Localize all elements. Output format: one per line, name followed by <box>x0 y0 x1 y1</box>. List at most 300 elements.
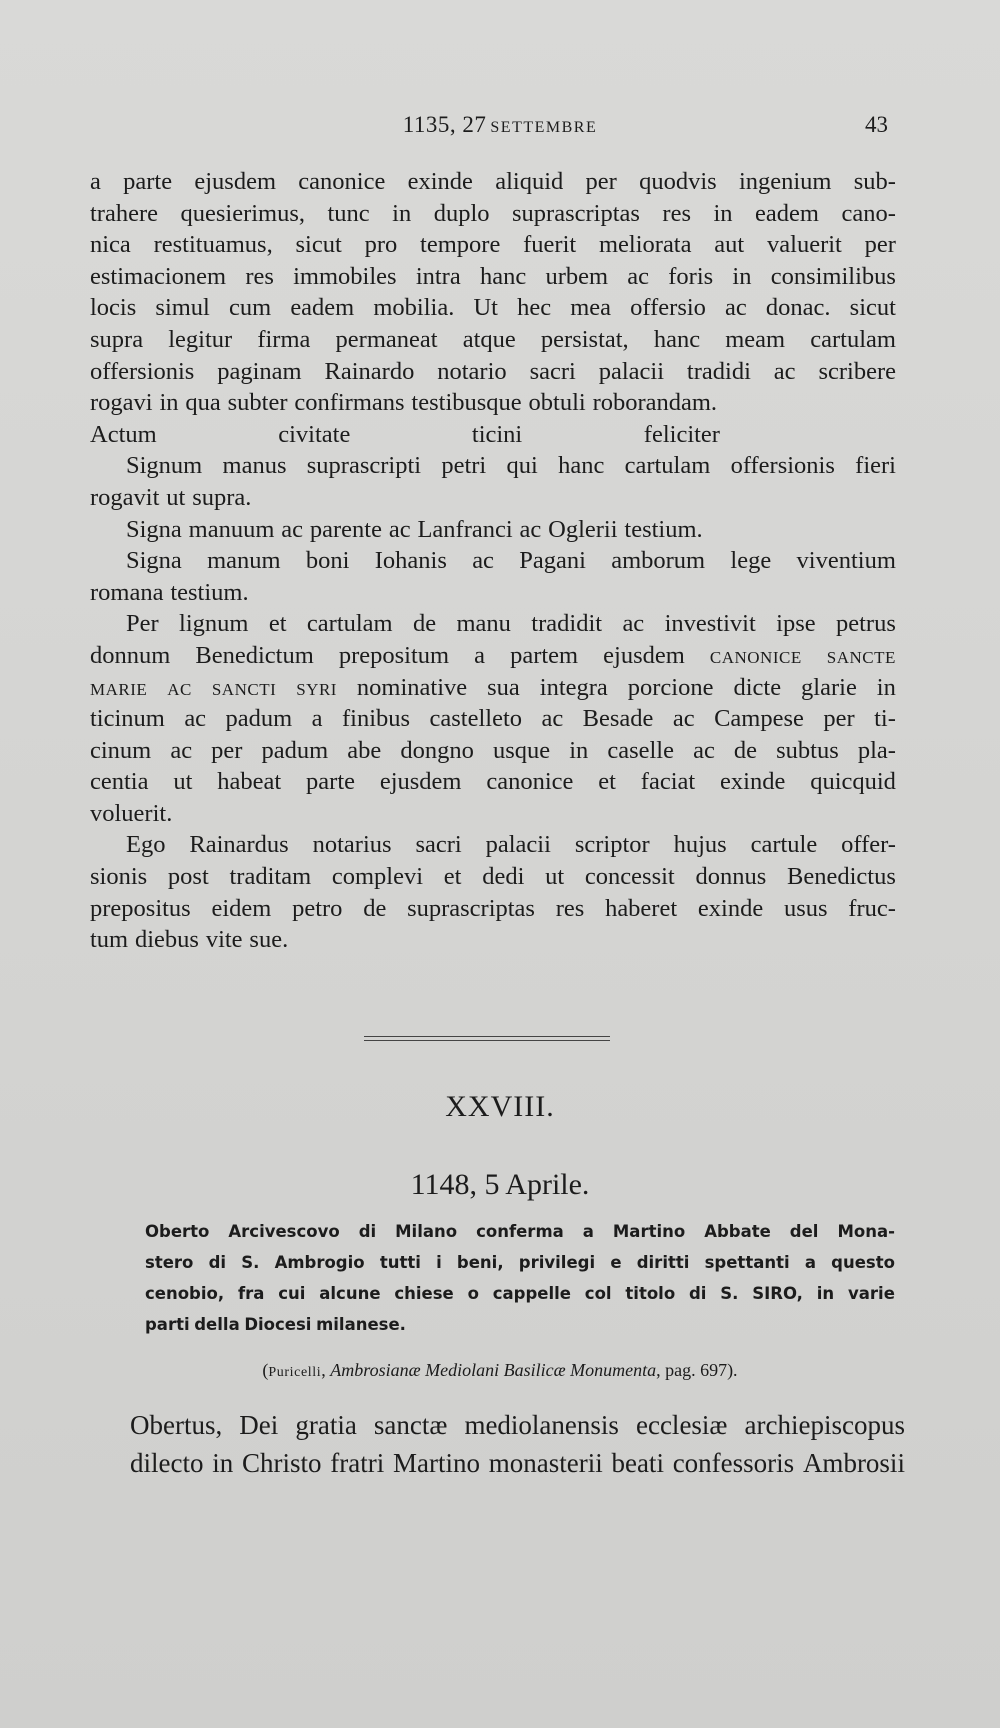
word: ejusdem <box>603 641 685 669</box>
word: hec <box>517 294 552 322</box>
text-line <box>90 356 896 388</box>
word: donnum <box>90 641 171 669</box>
document-text-new <box>130 1406 905 1482</box>
word: subter <box>227 389 288 417</box>
word: palacii <box>598 357 665 385</box>
word: Actum <box>90 420 157 448</box>
word: per <box>823 705 855 733</box>
text-line <box>90 766 896 798</box>
text-line <box>90 292 896 324</box>
word: de <box>363 894 387 922</box>
word: urbem <box>545 262 609 290</box>
word: in <box>713 199 733 227</box>
text-line <box>90 419 720 451</box>
word: ecclesiæ <box>635 1410 728 1440</box>
word: ac <box>281 515 304 543</box>
word: res <box>245 262 274 290</box>
word: Ego <box>126 831 166 859</box>
word: nominative <box>356 673 468 701</box>
word: paginam <box>217 357 302 385</box>
word: canonice <box>486 768 574 796</box>
word: confessoris <box>672 1448 795 1478</box>
word: parente <box>309 515 382 543</box>
text-line <box>90 482 896 514</box>
word: integra <box>539 673 608 701</box>
word: a <box>804 1253 816 1272</box>
word: quodvis <box>639 168 717 195</box>
word: sancti <box>211 673 277 701</box>
word: sionis <box>90 863 148 891</box>
word: aliquid <box>495 168 564 195</box>
word: Pagani <box>519 547 586 575</box>
word: in <box>876 673 896 701</box>
word: et <box>268 610 287 638</box>
word: Ut <box>473 294 498 322</box>
word: suprascriptas <box>407 894 535 922</box>
word: offersionis <box>730 452 835 480</box>
text-line <box>90 798 896 830</box>
word: S. <box>241 1253 260 1272</box>
word: Rainardo <box>324 357 415 385</box>
word: cartulam <box>624 452 711 480</box>
word: palacii <box>485 831 551 859</box>
word: diebus <box>134 926 199 954</box>
word: ac <box>672 705 695 733</box>
word: eadem <box>755 199 819 227</box>
source-page: pag. 697). <box>665 1360 738 1380</box>
word: trahere <box>90 199 158 227</box>
word: della <box>194 1315 240 1334</box>
word: tunc <box>327 199 370 227</box>
word: petrus <box>835 610 896 638</box>
word: ac <box>622 610 645 638</box>
word: Obertus, <box>130 1410 223 1440</box>
word: ti- <box>874 705 896 733</box>
word: de <box>733 736 758 764</box>
word: exinde <box>697 894 764 922</box>
word: sancte <box>826 641 896 669</box>
text-line <box>90 545 896 577</box>
word: stero <box>145 1253 194 1272</box>
word: petro <box>292 894 343 922</box>
word: padum <box>225 705 293 733</box>
word: manum <box>207 547 281 575</box>
word: usque <box>492 736 551 764</box>
word: sacri <box>415 831 462 859</box>
word: concessit <box>584 863 675 891</box>
word: dedi <box>482 863 525 891</box>
word: ac <box>627 262 650 290</box>
text-line <box>90 861 896 893</box>
word: aut <box>714 231 745 259</box>
word: et <box>443 863 462 891</box>
word: exinde <box>407 168 473 195</box>
word: et <box>598 768 616 796</box>
word: suprascripti <box>306 452 422 480</box>
summary-line <box>145 1309 895 1340</box>
word: exinde <box>720 768 786 796</box>
word: cenobio, <box>145 1284 225 1303</box>
word: hujus <box>673 831 727 859</box>
word: sicut <box>849 294 896 322</box>
source-citation: (Puricelli, Ambrosianæ Mediolani Basilicæ Monumenta, pag. 697). <box>262 1360 738 1380</box>
word: manuum <box>188 515 275 543</box>
text-line <box>90 608 896 640</box>
word: canonice <box>709 641 802 669</box>
word: eidem <box>211 894 272 922</box>
word: vite <box>205 926 243 954</box>
word: quicquid <box>810 768 896 796</box>
word: cartulam <box>810 325 896 353</box>
word: padum <box>261 736 329 764</box>
word: subtus <box>776 736 839 764</box>
word: ac <box>170 736 193 764</box>
word: offersionis <box>90 357 195 385</box>
text-line <box>90 387 896 419</box>
word: sacri <box>529 357 576 385</box>
text-line <box>90 577 896 609</box>
word: sicut <box>295 231 342 259</box>
word: prepositum <box>338 641 450 669</box>
word: a <box>474 641 486 669</box>
word: post <box>167 863 209 891</box>
word: Benedictus <box>787 863 896 891</box>
word: res <box>662 199 691 227</box>
header-date: 1135, 27 <box>402 112 487 137</box>
word: sanctæ <box>373 1410 448 1440</box>
word: offer- <box>841 831 896 859</box>
summary-line <box>145 1247 895 1278</box>
word: col <box>584 1284 612 1303</box>
word: cartulam <box>306 610 393 638</box>
word: di <box>208 1253 227 1272</box>
word: supra <box>90 325 144 353</box>
word: hanc <box>558 452 605 480</box>
text-line <box>130 1406 905 1444</box>
word: Ambrogio <box>274 1253 365 1272</box>
summary-line <box>145 1278 895 1309</box>
word: ac <box>725 294 747 322</box>
word: a <box>582 1222 594 1241</box>
word: lege <box>730 547 772 575</box>
text-line <box>90 198 896 230</box>
word: per <box>864 231 896 259</box>
word: conferma <box>476 1222 564 1241</box>
word: foris <box>668 262 714 290</box>
word: ticini <box>471 420 523 448</box>
word: habeat <box>217 768 282 796</box>
word: viventium <box>796 547 896 575</box>
word: immobiles <box>293 262 397 290</box>
word: dongno <box>400 736 474 764</box>
word: mediolanensis <box>464 1410 619 1440</box>
word: spettanti <box>704 1253 790 1272</box>
word: qui <box>506 452 538 480</box>
word: faciat <box>640 768 696 796</box>
word: Martino <box>392 1448 480 1478</box>
word: Lanfranci <box>417 515 513 543</box>
word: rogavit <box>90 483 160 511</box>
word: in <box>569 736 589 764</box>
word: ac <box>472 547 494 575</box>
running-header <box>0 112 1000 142</box>
text-line <box>90 735 896 767</box>
word: obtuli <box>528 389 586 417</box>
word: ac <box>541 705 564 733</box>
word: parte <box>306 768 355 796</box>
word: i <box>436 1253 442 1272</box>
word: Milano <box>395 1222 458 1241</box>
word: cano- <box>841 199 896 227</box>
word: ejusdem <box>379 768 462 796</box>
text-line <box>90 924 896 956</box>
word: finibus <box>341 705 411 733</box>
word: marie <box>90 673 148 701</box>
word: glarie <box>801 673 857 701</box>
word: parte <box>123 168 173 195</box>
word: Arcivescovo <box>228 1222 340 1241</box>
word: permaneat <box>335 325 438 353</box>
word: duplo <box>433 199 490 227</box>
word: meam <box>725 325 786 353</box>
word: pla- <box>857 736 896 764</box>
word: Ambrosii <box>802 1448 905 1478</box>
header-title <box>0 112 1000 138</box>
word: ut <box>173 768 193 796</box>
word: testium. <box>170 578 249 606</box>
word: alcune <box>319 1284 381 1303</box>
text-line <box>90 166 896 198</box>
word: Rainardus <box>189 831 289 859</box>
word: S. <box>720 1284 739 1303</box>
word: ejusdem <box>194 168 277 195</box>
word: sue. <box>249 926 289 954</box>
word: donnus <box>695 863 767 891</box>
text-line <box>90 640 896 672</box>
page-number: 43 <box>865 112 888 137</box>
word: suprascriptas <box>512 199 640 227</box>
word: a <box>90 168 101 195</box>
word: Iohanis <box>374 547 447 575</box>
word: ac <box>388 515 411 543</box>
word: cui <box>278 1284 306 1303</box>
word: del <box>789 1222 819 1241</box>
word: Campese <box>714 705 804 733</box>
word: tradidi <box>686 357 751 385</box>
summary-line <box>145 1216 895 1247</box>
word: notario <box>437 357 507 385</box>
word: rogavi <box>90 389 153 417</box>
word: Besade <box>582 705 654 733</box>
word: per <box>585 168 617 195</box>
text-line <box>90 514 896 546</box>
word: pro <box>364 231 398 259</box>
word: testium. <box>624 515 703 543</box>
document-date: 1148, 5 Aprile. <box>410 1168 590 1201</box>
word: res <box>555 894 585 922</box>
word: per <box>211 736 243 764</box>
word: Christo <box>242 1448 322 1478</box>
word: voluerit. <box>90 799 173 827</box>
word: Signa <box>126 547 182 575</box>
word: beati <box>611 1448 664 1478</box>
word: diritti <box>636 1253 690 1272</box>
word: archiepiscopus <box>744 1410 905 1440</box>
word: parti <box>145 1315 190 1334</box>
word: dilecto <box>130 1448 204 1478</box>
word: consimilibus <box>770 262 896 290</box>
word: in <box>392 199 412 227</box>
word: Oberto <box>145 1222 210 1241</box>
word: lignum <box>179 610 249 638</box>
word: Mona- <box>837 1222 895 1241</box>
word: Oglerii <box>548 515 618 543</box>
document-summary <box>145 1216 895 1340</box>
word: Signa <box>126 515 182 543</box>
word: o <box>467 1284 479 1303</box>
word: monasterii <box>488 1448 603 1478</box>
word: scribere <box>818 357 896 385</box>
word: porcione <box>627 673 714 701</box>
text-line <box>90 829 896 861</box>
word: donac. <box>765 294 831 322</box>
text-line <box>90 229 896 261</box>
word: notarius <box>312 831 392 859</box>
word: traditam <box>229 863 312 891</box>
word: persistat, <box>540 325 629 353</box>
text-line <box>90 893 896 925</box>
word: investivit <box>664 610 756 638</box>
word: privilegi <box>518 1253 596 1272</box>
word: Diocesi <box>244 1315 312 1334</box>
word: de <box>412 610 437 638</box>
word: in <box>816 1284 835 1303</box>
word: manus <box>222 452 287 480</box>
word: cappelle <box>492 1284 571 1303</box>
word: castelleto <box>429 705 523 733</box>
word: sub- <box>853 168 896 195</box>
word: gratia <box>295 1410 357 1440</box>
word: ac <box>519 515 542 543</box>
word: cum <box>229 294 272 322</box>
word: di <box>689 1284 707 1303</box>
word: feliciter <box>643 420 720 448</box>
document-text-continued <box>90 166 896 956</box>
word: roborandam. <box>592 389 718 417</box>
word: nica <box>90 231 131 259</box>
word: cinum <box>90 736 152 764</box>
word: milanese. <box>316 1315 406 1334</box>
word: Signum <box>126 452 203 480</box>
word: prepositus <box>90 894 191 922</box>
word: firma <box>257 325 311 353</box>
word: Abbate <box>704 1222 771 1241</box>
word: syri <box>296 673 337 701</box>
word: in <box>159 389 179 417</box>
word: varie <box>848 1284 895 1303</box>
word: ingenium <box>738 168 832 195</box>
word: amborum <box>611 547 706 575</box>
word: hanc <box>653 325 701 353</box>
text-line <box>90 324 896 356</box>
word: confirmans <box>294 389 405 417</box>
word: mobilia. <box>373 294 455 322</box>
word: tradidit <box>531 610 603 638</box>
word: Dei <box>239 1410 279 1440</box>
word: cartule <box>750 831 818 859</box>
word: hanc <box>479 262 527 290</box>
word: abe <box>347 736 382 764</box>
word: titolo <box>625 1284 676 1303</box>
source-author: Puricelli <box>268 1365 322 1380</box>
word: ut <box>545 863 565 891</box>
word: di <box>358 1222 377 1241</box>
word: manu <box>456 610 511 638</box>
text-line <box>90 703 896 735</box>
word: centia <box>90 768 149 796</box>
word: ticinum <box>90 705 165 733</box>
section-divider <box>364 1036 610 1041</box>
word: ipse <box>776 610 816 638</box>
word: caselle <box>607 736 674 764</box>
word: Benedictum <box>195 641 314 669</box>
word: estimacionem <box>90 262 227 290</box>
word: beni, <box>456 1253 504 1272</box>
word: boni <box>305 547 350 575</box>
word: romana <box>90 578 164 606</box>
word: ut <box>166 483 186 511</box>
word: canonice <box>298 168 386 195</box>
word: dicte <box>733 673 782 701</box>
word: atque <box>462 325 516 353</box>
word: testibusque <box>411 389 522 417</box>
word: quesierimus, <box>180 199 306 227</box>
word: mea <box>570 294 612 322</box>
word: valuerit <box>767 231 842 259</box>
word: tutti <box>379 1253 421 1272</box>
word: in <box>732 262 752 290</box>
word: ac <box>773 357 796 385</box>
text-line <box>130 1444 905 1482</box>
document-number: XXVIII. <box>445 1090 555 1123</box>
word: restituamus, <box>153 231 273 259</box>
word: complevi <box>331 863 424 891</box>
word: chiese <box>394 1284 454 1303</box>
word: simul <box>155 294 210 322</box>
word: meliorata <box>598 231 692 259</box>
word: Martino <box>612 1222 686 1241</box>
word: a <box>311 705 323 733</box>
word: usus <box>783 894 828 922</box>
word: SIRO, <box>752 1284 803 1303</box>
word: fieri <box>855 452 896 480</box>
word: ac <box>693 736 715 764</box>
word: civitate <box>278 420 351 448</box>
word: legitur <box>168 325 233 353</box>
word: haberet <box>605 894 678 922</box>
word: fratri <box>330 1448 385 1478</box>
word: tempore <box>420 231 501 259</box>
text-line <box>90 450 896 482</box>
word: e <box>610 1253 622 1272</box>
word: intra <box>415 262 461 290</box>
word: partem <box>510 641 579 669</box>
text-line <box>90 261 896 293</box>
word: scriptor <box>574 831 650 859</box>
word: ac <box>167 673 192 701</box>
word: Per <box>126 610 159 638</box>
word: fruc- <box>848 894 896 922</box>
